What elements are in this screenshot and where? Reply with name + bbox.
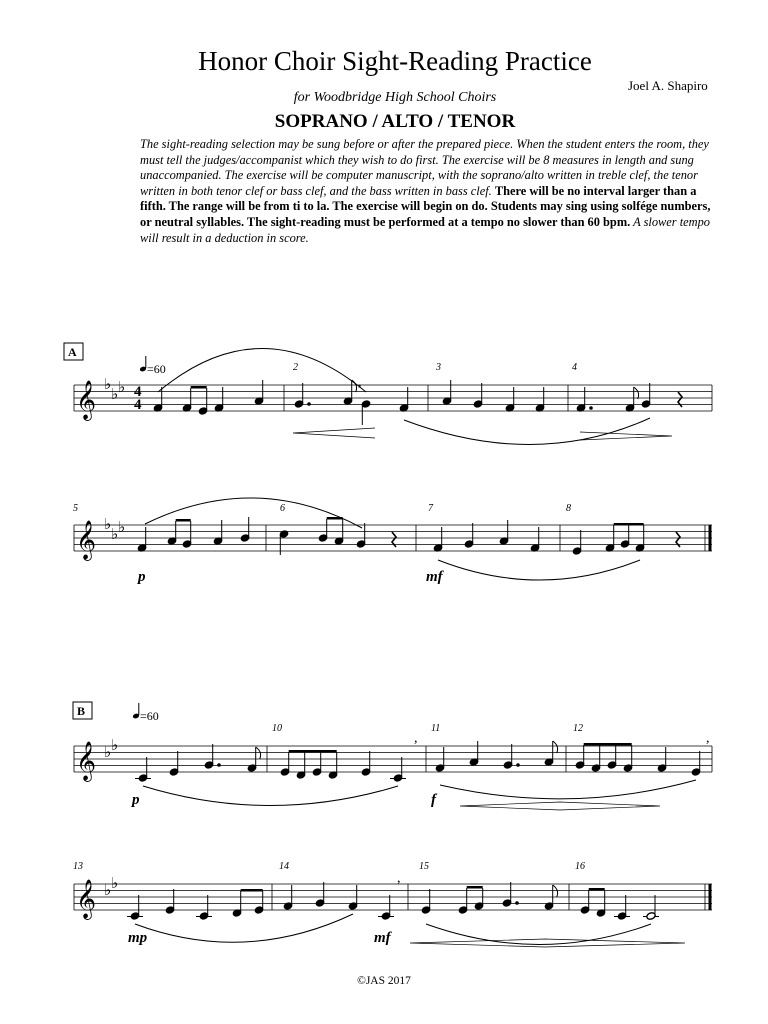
svg-text:,: , bbox=[414, 731, 418, 746]
svg-text:♭: ♭ bbox=[111, 738, 119, 754]
dynamic-marking: p bbox=[138, 569, 146, 585]
dynamic-marking: p bbox=[132, 792, 140, 808]
measure-number: 11 bbox=[431, 723, 441, 734]
tempo-marking-b bbox=[132, 703, 159, 723]
svg-text:4: 4 bbox=[134, 397, 142, 413]
composer-name: Joel A. Shapiro bbox=[628, 78, 708, 93]
page-title: Honor Choir Sight-Reading Practice bbox=[198, 46, 592, 76]
svg-text:♭: ♭ bbox=[118, 520, 126, 536]
measure-number: 16 bbox=[575, 861, 585, 872]
tempo-marking-a bbox=[139, 356, 166, 376]
instructions-bold-text: There will be no interval larger than a fifth. The range will be from ti to la. The exercise will begin on do. Students may sing using solfége numbers, or neutral syllables. The sight-reading must be performed at a tempo no slower than 60 bpm. bbox=[140, 183, 711, 229]
measure-number: 12 bbox=[573, 723, 583, 734]
svg-text:,: , bbox=[706, 731, 710, 746]
measure-number: 5 bbox=[73, 503, 78, 514]
tempo-text-b: =60 bbox=[140, 709, 159, 723]
measure-number: 8 bbox=[566, 503, 571, 514]
measure-number: 14 bbox=[279, 861, 289, 872]
hairpins-b1 bbox=[460, 802, 660, 810]
key-signature-flats-icon bbox=[104, 377, 125, 403]
hairpins-a1 bbox=[293, 428, 672, 440]
measure-number: 13 bbox=[73, 861, 83, 872]
svg-text:♭: ♭ bbox=[111, 527, 119, 543]
svg-text:♭: ♭ bbox=[104, 883, 112, 899]
measure-number: 2 bbox=[293, 362, 298, 373]
dynamic-marking: mf bbox=[374, 930, 391, 946]
copyright-footer: ©JAS 2017 bbox=[357, 975, 411, 987]
tempo-text-a: =60 bbox=[147, 362, 166, 376]
treble-clef-icon: 𝄞 bbox=[76, 743, 97, 780]
key-signature-flats-icon bbox=[104, 876, 118, 899]
svg-text:♭: ♭ bbox=[111, 876, 119, 892]
hairpins-b2 bbox=[410, 939, 685, 947]
svg-text:♭: ♭ bbox=[104, 745, 112, 761]
notes-b1 bbox=[135, 741, 701, 782]
treble-clef-icon: 𝄞 bbox=[76, 881, 97, 918]
rehearsal-mark-b: B bbox=[77, 704, 86, 718]
treble-clef-icon: 𝄞 bbox=[76, 382, 97, 419]
dynamic-marking: mf bbox=[426, 569, 443, 585]
measure-number: 7 bbox=[428, 503, 433, 514]
measure-number: 10 bbox=[272, 723, 282, 734]
measure-number: 15 bbox=[419, 861, 429, 872]
notes-a2 bbox=[137, 517, 680, 555]
measure-number: 3 bbox=[436, 362, 441, 373]
svg-text:♭: ♭ bbox=[118, 380, 126, 396]
svg-text:4: 4 bbox=[134, 384, 142, 400]
measure-number: 4 bbox=[572, 362, 577, 373]
staff-a2 bbox=[74, 525, 712, 551]
notes-b2 bbox=[127, 882, 659, 920]
svg-text:,: , bbox=[358, 375, 362, 390]
staff-b2 bbox=[74, 884, 712, 910]
treble-clef-icon: 𝄞 bbox=[76, 522, 97, 559]
svg-text:♭: ♭ bbox=[111, 387, 119, 403]
measure-number: 6 bbox=[280, 503, 285, 514]
staff-b1 bbox=[74, 746, 712, 772]
subtitle: for Woodbridge High School Choirs bbox=[293, 90, 497, 105]
instructions-text-2: A slower tempo will result in a deduction in score. bbox=[140, 214, 710, 245]
rehearsal-mark-a: A bbox=[68, 345, 77, 359]
slurs-b2 bbox=[135, 871, 651, 945]
dynamic-marking: f bbox=[431, 792, 436, 808]
instructions-text-1: The sight-reading selection may be sung before or after the prepared piece. When the student enters the room, they must tell the judges/accompanist which they wish to do first. The exercise will be 8 measures in length and sung unaccompanied. The exercise will be computer manuscript, with the soprano/alto written in treble clef, the tenor written in both tenor clef or bass clef, and the bass written in bass clef. bbox=[140, 137, 709, 198]
key-signature-flats-icon bbox=[104, 738, 118, 761]
voice-parts-heading: SOPRANO / ALTO / TENOR bbox=[274, 111, 516, 132]
svg-text:♭: ♭ bbox=[104, 517, 112, 533]
dynamic-marking: mp bbox=[128, 930, 148, 946]
notes-a1 bbox=[153, 380, 682, 425]
staff-a1 bbox=[74, 385, 712, 411]
svg-text:,: , bbox=[397, 871, 401, 886]
svg-text:♭: ♭ bbox=[104, 377, 112, 393]
time-signature-icon bbox=[134, 384, 142, 413]
key-signature-flats-icon bbox=[104, 517, 125, 543]
